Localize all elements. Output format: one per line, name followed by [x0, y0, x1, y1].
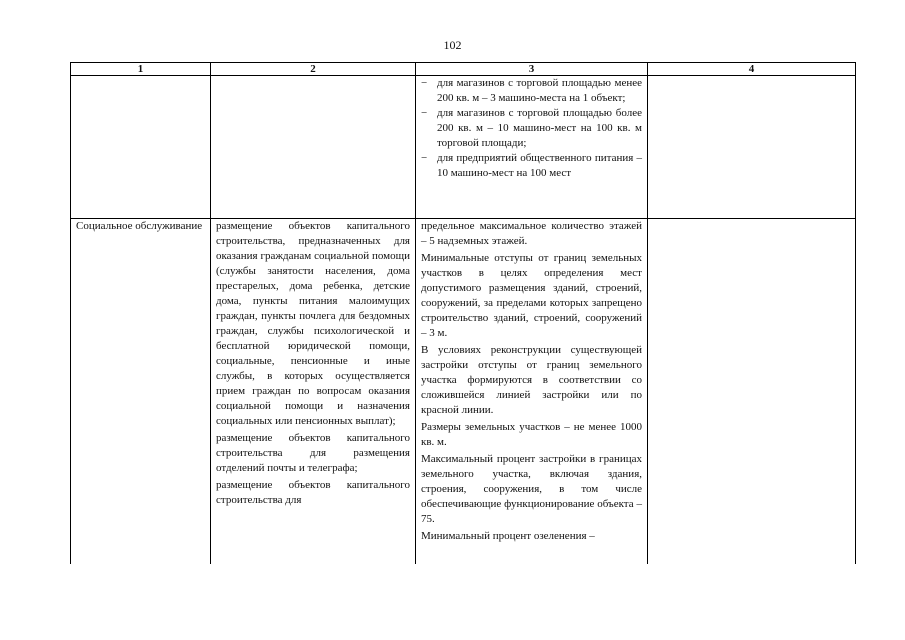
parking-norm-text: для предприятий общественного питания – 10 машино-мест на 100 мест [437, 152, 642, 179]
page-number: 102 [443, 38, 462, 52]
column-header-3: 3 [416, 63, 648, 76]
parking-norm-text: для магазинов с торговой площадью менее 200 кв. м – 3 машино-места на 1 объект; [437, 77, 642, 104]
description-paragraph: размещение объектов капитального строительства для [216, 479, 410, 506]
dash-marker: − [421, 107, 428, 119]
column-header-4: 4 [648, 63, 856, 76]
parameter-paragraph: Минимальные отступы от границ земельных участков в целях определения мест допустимого размещения зданий, строений, сооружений, за пределами которых запрещено строительство зданий, строений, сооружений – 3 м. [421, 252, 642, 339]
parameters-cell [416, 219, 648, 565]
row1-col3-cell [416, 76, 648, 219]
zoning-table [70, 62, 856, 564]
column-header-2: 2 [211, 63, 416, 76]
land-use-name-cell: Социальное обслуживание [71, 219, 211, 565]
parameter-paragraph: В условиях реконструкции существующей застройки отступы от границ земельного участка формируются в соответствии со сложившейся линией застройки или по красной линии. [421, 344, 642, 416]
parking-norm-text: для магазинов с торговой площадью более 200 кв. м – 10 машино-мест на 100 кв. м торговой площади; [437, 107, 642, 149]
land-use-description-cell [211, 219, 416, 565]
description-paragraph: размещение объектов капитального строительства для размещения отделений почты и телеграфа; [216, 432, 410, 474]
table-row [71, 219, 856, 565]
row1-col2-cell [211, 76, 416, 219]
table-header-row [71, 63, 856, 76]
parking-norm-item [421, 151, 642, 181]
column-header-1: 1 [71, 63, 211, 76]
parameter-paragraph: Минимальный процент озеленения – [421, 530, 595, 542]
parking-norm-item [421, 106, 642, 151]
parameter-paragraph: Максимальный процент застройки в границах земельного участка, включая здания, строения, сооружения, в том числе обеспечивающие функционирование объекта – 75. [421, 453, 642, 525]
description-paragraph: размещение объектов капитального строительства, предназначенных для оказания гражданам социальной помощи (службы занятости населения, дома престарелых, дома ребенка, детские дома, пункты питания малоимущих граждан, пункты почлега для бездомных граждан, службы психологической и бесплатной юридической помощи, социальные, пенсионные и иные службы, в которых осуществляется прием граждан по вопросам оказания социальной помощи и назначения социальных или пенсионных выплат); [216, 220, 410, 427]
row2-col4-cell [648, 219, 856, 565]
parameter-paragraph: предельное максимальное количество этажей – 5 надземных этажей. [421, 220, 642, 247]
table-row [71, 76, 856, 219]
dash-marker: − [421, 77, 428, 89]
parking-norm-item [421, 76, 642, 106]
row1-col1-cell [71, 76, 211, 219]
parameter-paragraph: Размеры земельных участков – не менее 1000 кв. м. [421, 421, 642, 448]
dash-marker: − [421, 152, 428, 164]
row1-col4-cell [648, 76, 856, 219]
